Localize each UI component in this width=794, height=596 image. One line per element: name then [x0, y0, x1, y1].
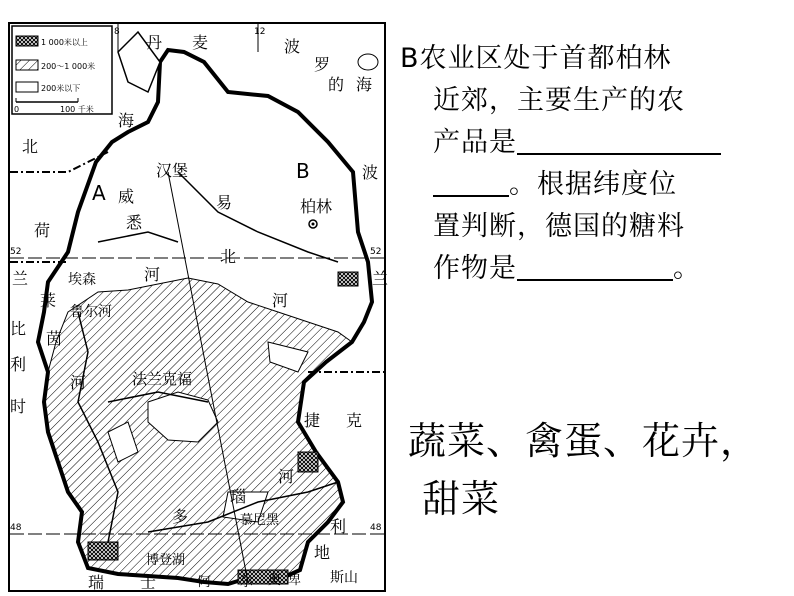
high-mountain	[298, 452, 318, 472]
label-munihei: 慕尼黑	[240, 513, 280, 528]
legend-label-low: 200米以下	[41, 84, 81, 93]
lat-52-right: 52	[370, 247, 382, 257]
lat-48-left: 48	[10, 523, 22, 533]
label-yi: 易	[216, 193, 233, 212]
label-jie: 捷	[304, 411, 321, 430]
label-xi: 悉	[126, 213, 143, 232]
legend-swatch-low	[16, 82, 38, 92]
label-aisen: 埃森	[68, 272, 96, 288]
label-he-danube: 河	[278, 467, 295, 486]
lon-8-label: 8	[114, 27, 120, 37]
answer-blank-2	[517, 251, 673, 281]
label-sishan: 斯山	[330, 570, 358, 586]
legend-label-high: 1 000米以上	[41, 38, 88, 47]
label-bei3: 卑	[288, 573, 302, 588]
label-duo: 多	[172, 507, 189, 526]
label-lai: 莱	[40, 291, 57, 310]
label-hai-left: 海	[118, 111, 135, 130]
label-A: A	[92, 181, 106, 205]
label-hanbao: 汉堡	[156, 161, 189, 180]
label-dan: 丹	[146, 33, 163, 52]
answer-text	[408, 412, 794, 528]
label-lan: 兰	[12, 269, 29, 288]
lat-52-left: 52	[10, 247, 22, 257]
legend-label-mid: 200～1 000米	[41, 62, 96, 71]
label-de: 的	[328, 75, 345, 94]
label-shi2: 士	[140, 573, 157, 592]
label-di: 地	[314, 543, 331, 562]
label-lan2: 兰	[372, 269, 388, 288]
scale-start: 0	[14, 105, 20, 114]
germany-map	[8, 22, 388, 594]
label-wei: 威	[118, 187, 135, 206]
question-line-6-suffix: 。	[673, 253, 701, 284]
label-er: 尔	[240, 575, 254, 590]
label-rui: 瑞	[88, 573, 105, 592]
label-luo: 罗	[314, 55, 331, 74]
answer-blank-1-cont	[433, 167, 509, 197]
lat-48-right: 48	[370, 523, 382, 533]
label-mai: 麦	[192, 33, 209, 52]
label-bolin: 柏林	[300, 197, 333, 216]
lon-12-label: 12	[254, 27, 266, 37]
question-line-2: 近郊，主要生产的农	[433, 85, 685, 116]
label-bei2: 北	[220, 247, 237, 266]
label-a: 阿	[198, 575, 212, 590]
question-line-4-suffix: 。根据纬度位	[509, 169, 677, 200]
label-bo: 波	[284, 37, 301, 56]
high-mountain	[338, 272, 358, 286]
label-luerhe: 鲁尔河	[70, 304, 112, 320]
label-B: B	[296, 159, 310, 183]
question-line-5: 置判断，德国的糖料	[433, 211, 685, 242]
question-line-3	[400, 122, 790, 164]
answer-line-1: 蔬菜、禽蛋、花卉，	[408, 419, 760, 463]
scale-end: 100 千米	[60, 105, 94, 114]
legend-swatch-high	[16, 36, 38, 46]
question-line-6	[400, 248, 790, 290]
label-shi: 时	[10, 397, 27, 416]
answer-blank-1	[517, 125, 721, 155]
label-he-rhine: 河	[70, 373, 87, 392]
label-hai-top: 海	[356, 75, 373, 94]
question-line-6-prefix: 作物是	[433, 253, 517, 284]
question-line-1: B农业区处于首都柏林	[400, 43, 672, 74]
label-he-river2: 河	[272, 291, 289, 310]
label-yin: 茵	[46, 329, 63, 348]
label-ke: 克	[346, 411, 363, 430]
island	[358, 54, 378, 70]
question-line-3-prefix: 产品是	[433, 127, 517, 158]
label-nao: 瑙	[230, 487, 247, 506]
label-bei: 北	[22, 137, 39, 156]
label-li2: 利	[330, 517, 347, 536]
legend-swatch-mid	[16, 60, 38, 70]
label-bo-right: 波	[362, 163, 379, 182]
high-mountain	[88, 542, 118, 560]
question-text	[400, 38, 790, 290]
label-ao: 奥	[268, 573, 282, 588]
label-li: 利	[10, 355, 27, 374]
question-line-4	[400, 164, 790, 206]
answer-line-2: 甜菜	[422, 477, 501, 521]
label-bodenghu: 博登湖	[146, 553, 186, 568]
label-bi: 比	[10, 319, 27, 338]
label-falankefu: 法兰克福	[132, 370, 193, 388]
label-he-dutch: 荷	[34, 221, 51, 240]
label-he-river1: 河	[144, 265, 161, 284]
